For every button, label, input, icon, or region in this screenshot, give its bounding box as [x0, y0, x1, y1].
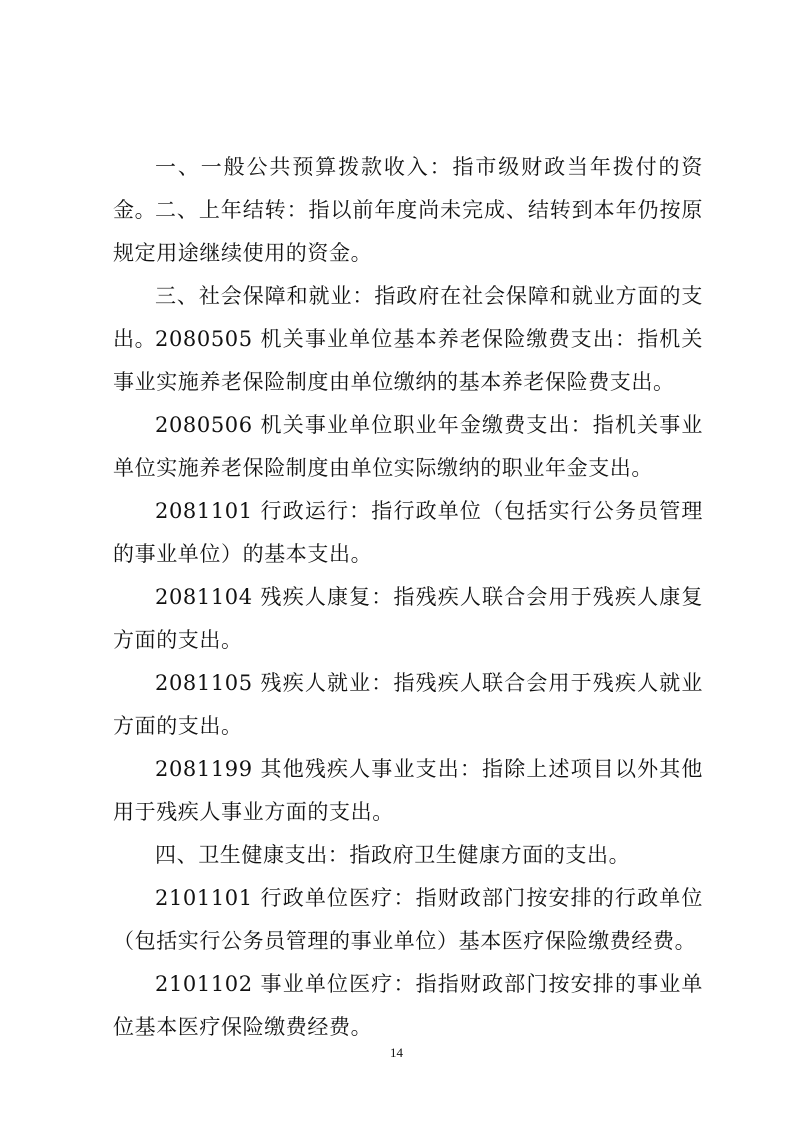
paragraph-social-security-employment: 三、社会保障和就业：指政府在社会保障和就业方面的支出。 [113, 284, 703, 351]
paragraph-2081105: 2081105 残疾人就业：指残疾人联合会用于残疾人就业方面的支出。 [113, 671, 703, 738]
paragraph-2081101: 2081101 行政运行：指行政单位（包括实行公务员管理的事业单位）的基本支出。 [113, 499, 703, 566]
paragraph-general-budget-income: 一、一般公共预算拨款收入：指市级财政当年拨付的资金。 [113, 155, 703, 222]
paragraph-2081199: 2081199 其他残疾人事业支出：指除上述项目以外其他用于残疾人事业方面的支出。 [113, 757, 703, 824]
paragraph-2101102: 2101102 事业单位医疗：指指财政部门按安排的事业单位基本医疗保险缴费经费。 [113, 972, 703, 1039]
page-number: 14 [390, 1045, 403, 1060]
paragraph-2101101: 2101101 行政单位医疗：指财政部门按安排的行政单位（包括实行公务员管理的事业单位）基本医疗保险缴费经费。 [113, 886, 703, 953]
paragraph-2080506: 2080506 机关事业单位职业年金缴费支出：指机关事业单位实施养老保险制度由单位实际缴纳的职业年金支出。 [113, 413, 703, 480]
paragraph-health-expenditure: 四、卫生健康支出：指政府卫生健康方面的支出。 [155, 843, 631, 867]
paragraph-2081104: 2081104 残疾人康复：指残疾人联合会用于残疾人康复方面的支出。 [113, 585, 703, 652]
paragraph-2080505: 2080505 机关事业单位基本养老保险缴费支出：指机关事业实施养老保险制度由单位缴纳的基本养老保险费支出。 [113, 327, 703, 394]
paragraph-prior-year-carryover: 二、上年结转：指以前年度尚未完成、结转到本年仍按原规定用途继续使用的资金。 [113, 198, 703, 265]
